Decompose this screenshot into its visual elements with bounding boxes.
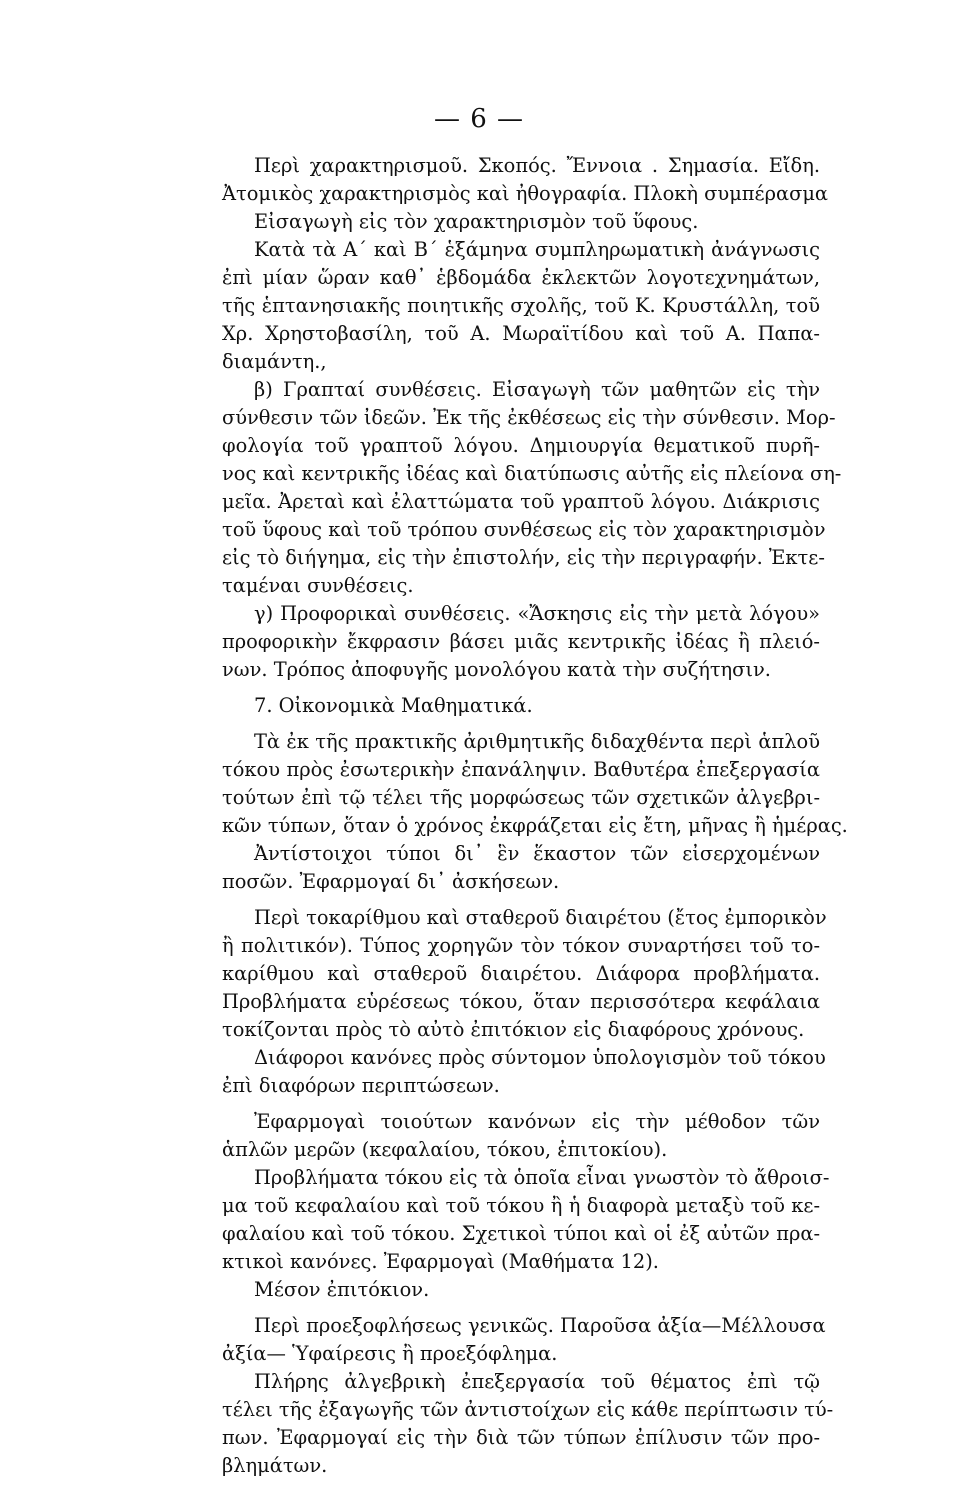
text-line: νος καὶ κεντρικῆς ἰδέας καὶ διατύπωσις αὐτῆς εἰς πλείονα ση- bbox=[222, 462, 842, 485]
text-line: διαμάντη., bbox=[222, 350, 327, 373]
text-line: καρίθμου καὶ σταθεροῦ διαιρέτου. Διάφορα προβλήματα. bbox=[222, 962, 820, 985]
text-line: τοκίζονται πρὸς τὸ αὐτὸ ἐπιτόκιον εἰς διαφόρους χρόνους. bbox=[222, 1018, 805, 1041]
text-line: τῆς ἑπτανησιακῆς ποιητικῆς σχολῆς, τοῦ Κ. Κρυστάλλη, τοῦ bbox=[222, 294, 820, 317]
dash-left: — bbox=[433, 104, 461, 134]
text-line: εἰς τὸ διήγημα, εἰς τὴν ἐπιστολήν, εἰς τὴν περιγραφήν. Ἐκτε- bbox=[222, 546, 825, 569]
text-line: ἢ πολιτικόν). Τύπος χορηγῶν τὸν τόκον συναρτήσει τοῦ το- bbox=[222, 934, 820, 957]
text-line: τοῦ ὕφους καὶ τοῦ τρόπου συνθέσεως εἰς τὸν χαρακτηρισμὸν bbox=[222, 518, 826, 541]
text-line: Ἀτομικὸς χαρακτηρισμὸς καὶ ἠθογραφία. Πλοκὴ συμπέρασμα bbox=[222, 182, 829, 205]
text-line: κτικοὶ κανόνες. Ἐφαρμογαὶ (Μαθήματα 12). bbox=[222, 1250, 659, 1273]
text-line: Προβλήματα τόκου εἰς τὰ ὁποῖα εἶναι γνωστὸν τὸ ἄθροισ- bbox=[254, 1166, 830, 1189]
text-line: Μέσον ἐπιτόκιον. bbox=[254, 1278, 430, 1301]
text-line: 7. Οἰκονομικὰ Μαθηματικά. bbox=[254, 694, 533, 717]
text-line: γ) Προφορικαὶ συνθέσεις. «Ἄσκησις εἰς τὴν μετὰ λόγου» bbox=[254, 602, 820, 625]
text-line: μα τοῦ κεφαλαίου καὶ τοῦ τόκου ἢ ἡ διαφορὰ μεταξὺ τοῦ κε- bbox=[222, 1194, 820, 1217]
text-line: ἐπὶ διαφόρων περιπτώσεων. bbox=[222, 1074, 500, 1097]
text-line: Ἐφαρμογαὶ τοιούτων κανόνων εἰς τὴν μέθοδον τῶν bbox=[254, 1110, 820, 1133]
text-line: Περὶ τοκαρίθμου καὶ σταθεροῦ διαιρέτου (ἔτος ἐμπορικὸν bbox=[254, 906, 827, 929]
text-line: βλημάτων. bbox=[222, 1454, 328, 1477]
text-line: πων. Ἐφαρμογαί εἰς τὴν διὰ τῶν τύπων ἐπίλυσιν τῶν προ- bbox=[222, 1426, 820, 1449]
text-line: ταμέναι συνθέσεις. bbox=[222, 574, 414, 597]
text-line: Κατὰ τὰ Α΄ καὶ Β΄ ἑξάμηνα συμπληρωματικὴ ἀνάγνωσις bbox=[254, 238, 820, 261]
dash-right: — bbox=[497, 104, 525, 134]
text-line: φαλαίου καὶ τοῦ τόκου. Σχετικοὶ τύποι καὶ οἱ ἐξ αὐτῶν πρα- bbox=[222, 1222, 820, 1245]
text-line: προφορικὴν ἔκφρασιν βάσει μιᾶς κεντρικῆς ἰδέας ἢ πλειό- bbox=[222, 630, 820, 653]
text-line: Εἰσαγωγὴ εἰς τὸν χαρακτηρισμὸν τοῦ ὕφους. bbox=[254, 210, 699, 233]
text-line: μεῖα. Ἀρεταὶ καὶ ἐλαττώματα τοῦ γραπτοῦ λόγου. Διάκρισις bbox=[222, 490, 820, 513]
text-line: ποσῶν. Ἐφαρμογαί δι᾽ ἀσκήσεων. bbox=[222, 870, 560, 893]
text-line: Ἀντίστοιχοι τύποι δι᾽ ἓν ἕκαστον τῶν εἰσερχομένων bbox=[254, 842, 820, 865]
text-line: σύνθεσιν τῶν ἰδεῶν. Ἐκ τῆς ἐκθέσεως εἰς τὴν σύνθεσιν. Μορ- bbox=[222, 406, 836, 429]
text-line: ἀξία— Ὑφαίρεσις ἢ προεξόφλημα. bbox=[222, 1342, 558, 1365]
text-line: κῶν τύπων, ὅταν ὁ χρόνος ἐκφράζεται εἰς ἔτη, μῆνας ἢ ἡμέρας. bbox=[222, 814, 848, 837]
page-number bbox=[0, 104, 958, 134]
text-line: Τὰ ἐκ τῆς πρακτικῆς ἀριθμητικῆς διδαχθέντα περὶ ἁπλοῦ bbox=[254, 730, 820, 753]
text-line: τούτων ἐπὶ τῷ τέλει τῆς μορφώσεως τῶν σχετικῶν ἀλγεβρι- bbox=[222, 786, 820, 809]
text-line: τέλει τῆς ἐξαγωγῆς τῶν ἀντιστοίχων εἰς κάθε περίπτωσιν τύ- bbox=[222, 1398, 834, 1421]
text-line: Διάφοροι κανόνες πρὸς σύντομον ὑπολογισμὸν τοῦ τόκου bbox=[254, 1046, 826, 1069]
text-line: ἁπλῶν μερῶν (κεφαλαίου, τόκου, ἐπιτοκίου). bbox=[222, 1138, 668, 1161]
text-line: Περὶ προεξοφλήσεως γενικῶς. Παροῦσα ἀξία—Μέλλουσα bbox=[254, 1314, 826, 1337]
text-line: Πλήρης ἀλγεβρικὴ ἐπεξεργασία τοῦ θέματος ἐπὶ τῷ bbox=[254, 1370, 820, 1393]
text-line: Προβλήματα εὑρέσεως τόκου, ὅταν περισσότερα κεφάλαια bbox=[222, 990, 820, 1013]
text-line: Χρ. Χρηστοβασίλη, τοῦ Α. Μωραϊτίδου καὶ τοῦ Α. Παπα- bbox=[222, 322, 820, 345]
text-line: νων. Τρόπος ἀποφυγῆς μονολόγου κατὰ τὴν συζήτησιν. bbox=[222, 658, 771, 681]
page-body-text bbox=[222, 152, 848, 1480]
text-line: τόκου πρὸς ἐσωτερικὴν ἐπανάληψιν. Βαθυτέρα ἐπεξεργασία bbox=[222, 758, 820, 781]
text-line: φολογία τοῦ γραπτοῦ λόγου. Δημιουργία θεματικοῦ πυρῆ- bbox=[222, 434, 820, 457]
text-line: ἐπὶ μίαν ὥραν καθ᾽ ἑβδομάδα ἐκλεκτῶν λογοτεχνημάτων, bbox=[222, 266, 820, 289]
text-line: β) Γραπταί συνθέσεις. Εἰσαγωγὴ τῶν μαθητῶν εἰς τὴν bbox=[254, 378, 820, 401]
text-line: Περὶ χαρακτηρισμοῦ. Σκοπός. Ἔννοια . Σημασία. Εἴδη. bbox=[254, 154, 820, 177]
page-number-value: 6 bbox=[470, 104, 488, 134]
